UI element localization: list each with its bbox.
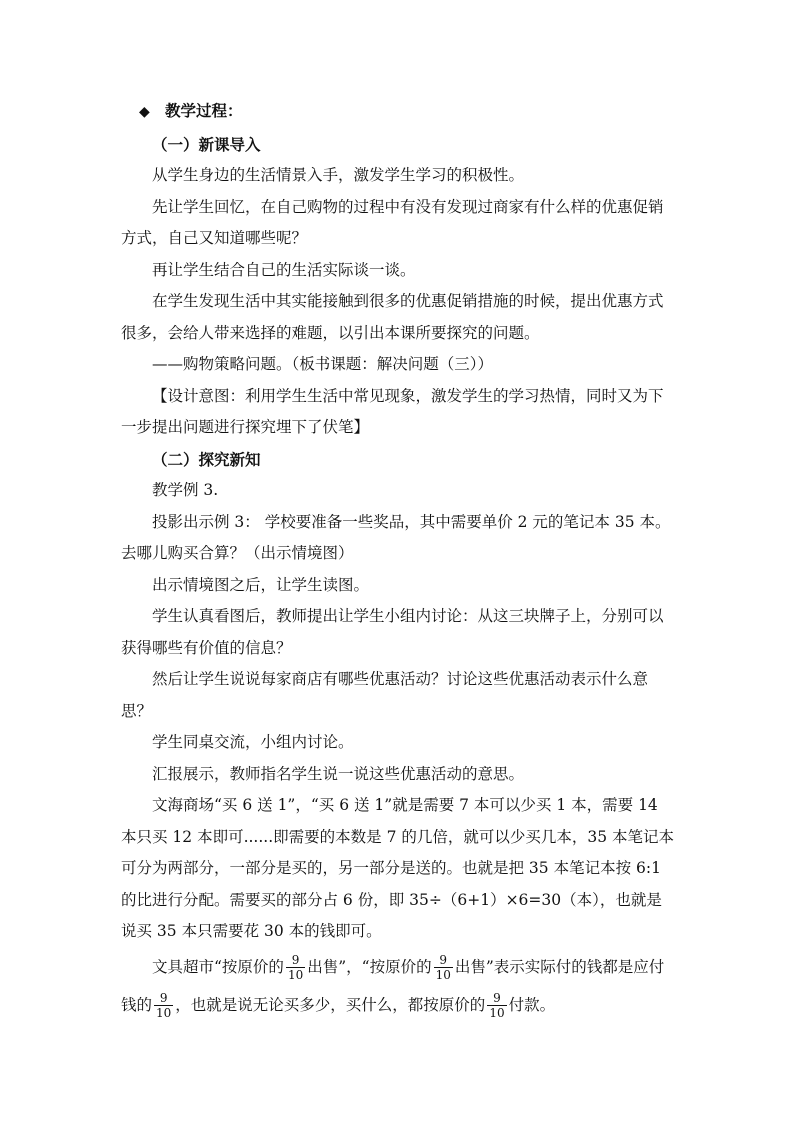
paragraph-with-fractions	[121, 948, 677, 1024]
heading-text: 教学过程：	[165, 101, 243, 120]
text-run: 付款。	[508, 995, 556, 1014]
fraction-numerator: 9	[434, 953, 453, 968]
design-intent-note: 【设计意图：利用学生生活中常见现象，激发学生的学习热情，同时又为下一步提出问题进行探究埋下了伏笔】	[121, 386, 664, 436]
paragraph: ——购物策略问题。（板书课题：解决问题（三））	[152, 355, 494, 373]
subsection-title-1: （一）新课导入	[152, 134, 261, 154]
fraction	[154, 991, 173, 1020]
fraction-numerator: 9	[286, 953, 305, 968]
subsection-title-2: （二）探究新知	[152, 449, 261, 469]
paragraph: 从学生身边的生活情景入手，激发学生学习的积极性。	[152, 166, 525, 184]
text-run: 文具超市“按原价的	[152, 957, 284, 976]
document-content	[121, 95, 677, 1024]
paragraph: 教学例 3.	[152, 481, 219, 499]
paragraph: 学生认真看图后，教师提出让学生小组内讨论：从这三块牌子上，分别可以获得哪些有价值的信息？	[121, 607, 664, 657]
paragraph: 出示情境图之后，让学生读图。	[152, 575, 370, 594]
section-heading	[121, 95, 677, 129]
paragraph: 投影出示例 3： 学校要准备一些奖品，其中需要单价 2 元的笔记本 35 本。去哪儿购买合算？（出示情境图）	[121, 512, 671, 562]
paragraph: 文海商场“买 6 送 1”，“买 6 送 1”就是需要 7 本可以少买 1 本，需要 14 本只买 12 本即可......即需要的本数是 7 的几倍，就可以少买几本，35 本笔记本可分为两部分，一部分是买的，另一部分是送的。也就是把 35 本笔记本按 6:1 的比进行分配。需要买的部分占 6 份，即 35÷（6+1）×6=30（本），也就是说买 35 本只需要花 30 本的钱即可。	[121, 796, 675, 940]
paragraph: 在学生发现生活中其实能接触到很多的优惠促销措施的时候，提出优惠方式很多，会给人带来选择的难题，以引出本课所要探究的问题。	[121, 292, 664, 342]
fraction	[434, 953, 453, 982]
fraction-denominator: 10	[156, 1006, 172, 1020]
diamond-bullet-icon: ◆	[139, 104, 150, 120]
text-run: 出售”，“按原价的	[307, 957, 432, 976]
paragraph: 汇报展示，教师指名学生说一说这些优惠活动的意思。	[152, 764, 525, 783]
fraction-numerator: 9	[487, 991, 506, 1006]
paragraph: 然后让学生说说每家商店有哪些优惠活动？讨论这些优惠活动表示什么意思？	[121, 670, 649, 720]
paragraph: 学生同桌交流，小组内讨论。	[152, 733, 354, 751]
text-run: 出售”表示实际付的钱都是应付钱的	[121, 957, 665, 1014]
paragraph: 再让学生结合自己的生活实际谈一谈。	[152, 260, 416, 279]
paragraph: 先让学生回忆，在自己购物的过程中有没有发现过商家有什么样的优惠促销方式，自己又知道哪些呢？	[121, 197, 664, 247]
fraction-numerator: 9	[154, 991, 173, 1006]
text-run: ，也就是说无论买多少，买什么，都按原价的	[175, 995, 486, 1014]
fraction-denominator: 10	[489, 1006, 505, 1020]
fraction	[286, 953, 305, 982]
fraction	[487, 991, 506, 1020]
fraction-denominator: 10	[435, 968, 451, 982]
fraction-denominator: 10	[287, 968, 304, 982]
